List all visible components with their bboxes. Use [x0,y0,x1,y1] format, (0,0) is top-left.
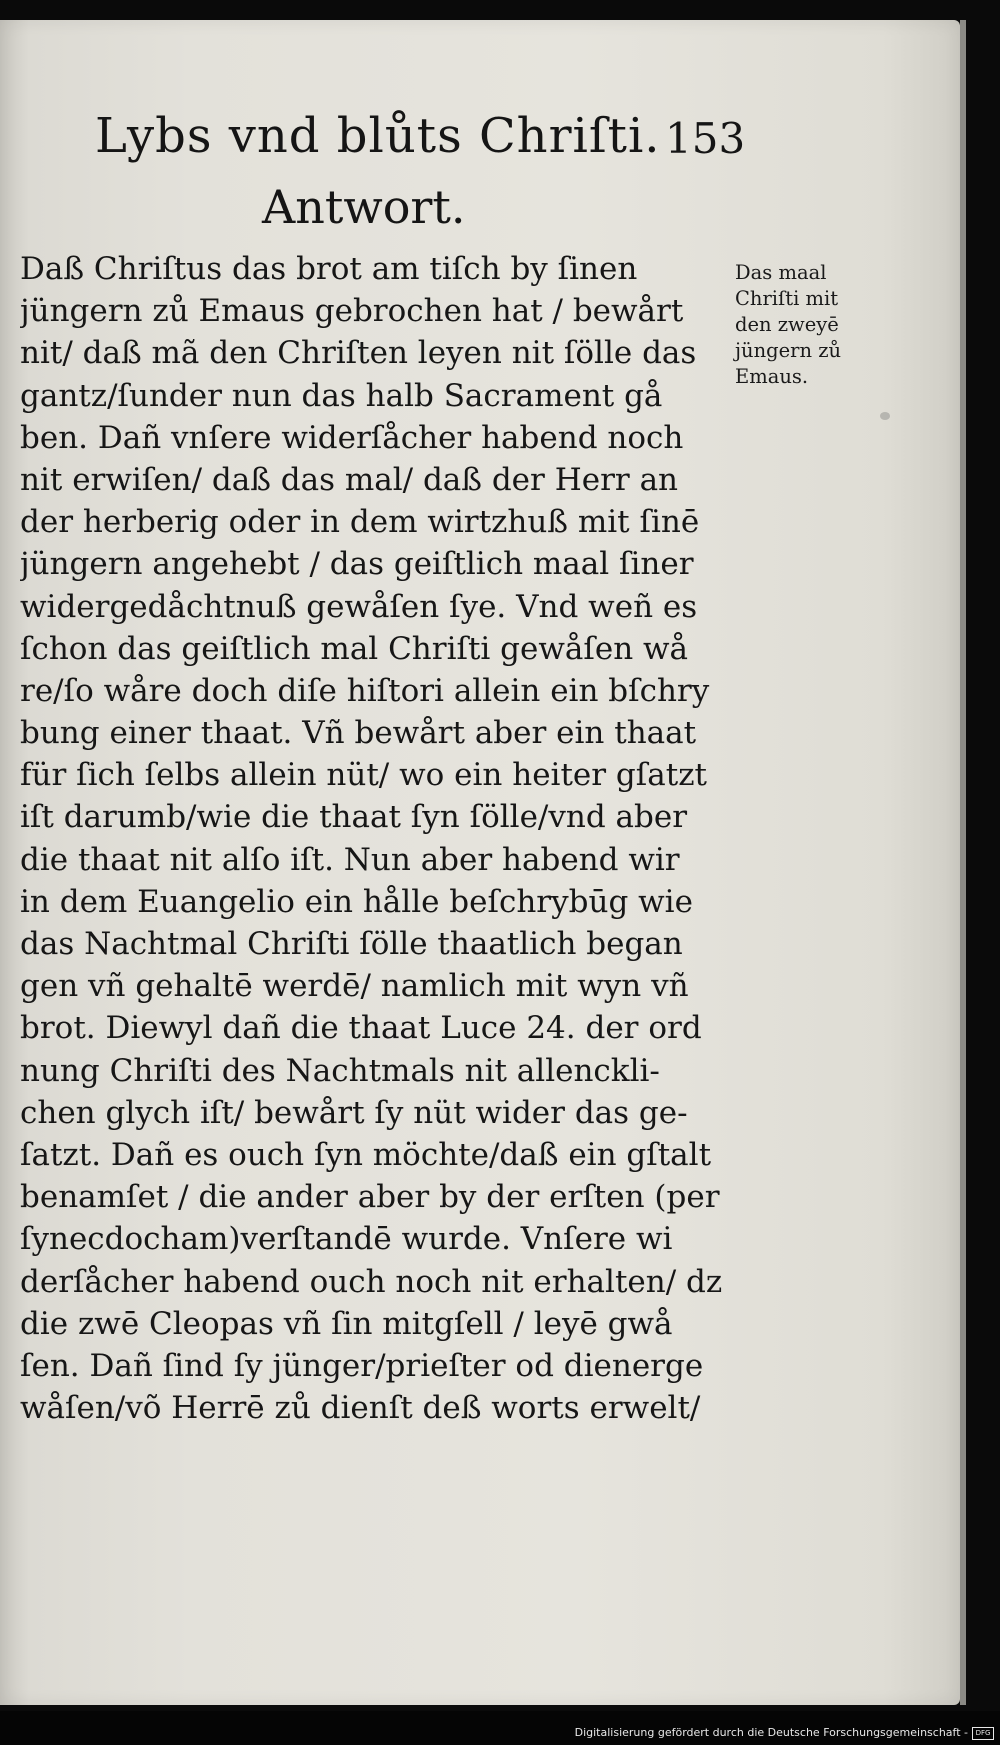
text-line: bung einer thaat. Vñ bewårt aber ein thaat [20,715,697,752]
text-line: ſatzt. Dañ es ouch ſyn möchte/daß ein gſtalt [20,1136,712,1173]
text-line: gantz/ſunder nun das halb Sacrament gå [20,377,663,414]
text-line: ben. Dañ vnſere widerſåcher habend noch [20,419,684,456]
text-line: benamſet / die ander aber by der erſten (per [20,1179,720,1216]
margin-note-line: den zweyē [735,313,839,336]
text-line: ſchon das geiſtlich mal Chriſti gewåſen wå [20,630,689,667]
text-line: der herberig oder in dem wirtzhuß mit ſinē [20,504,700,541]
digitization-credit: Digitalisierung gefördert durch die Deutsche Forschungsgemeinschaft - [574,1726,968,1739]
page-header [95,108,746,168]
text-line: die zwē Cleopas vñ ſin mitgſell / leyē gwå [20,1305,673,1342]
text-line: jüngern angehebt / das geiſtlich maal ſiner [20,546,694,583]
text-line: nit erwiſen/ daß das mal/ daß der Herr an [20,461,679,498]
text-line: das Nachtmal Chriſti ſölle thaatlich began [20,926,683,962]
margin-note-line: Emaus. [735,365,809,388]
margin-note-line: Das maal [735,261,827,284]
section-heading: Antwort. [262,180,466,234]
text-line: chen glych iſt/ bewårt ſy nüt wider das ge- [20,1094,688,1131]
dfg-logo: DFG [972,1727,994,1740]
text-line: brot. Diewyl dañ die thaat Luce 24. der ord [20,1010,702,1047]
text-line: widergedåchtnuß gewåſen ſye. Vnd weñ es [20,588,698,625]
text-line: jüngern zů Emaus gebrochen hat / bewårt [20,293,684,330]
footer-bar [0,1711,1000,1745]
text-line: ſynecdocham)verſtandē wurde. Vnſere wi [20,1221,673,1258]
body-text [20,248,730,1429]
text-line: nit/ daß mã den Chriſten leyen nit ſölle das [20,335,697,372]
ink-smudge [880,412,890,420]
text-line: in dem Euangelio ein hålle beſchrybūg wie [20,883,693,920]
text-line: die thaat nit alſo iſt. Nun aber habend wir [20,841,680,878]
margin-note-line: Chriſti mit [735,287,839,310]
text-line: re/ſo wåre doch diſe hiſtori allein ein bſchry [20,672,710,709]
text-line: ſen. Dañ ſind ſy jünger/prieſter od dienerge [20,1347,704,1384]
text-line: nung Chriſti des Nachtmals nit allenckli- [20,1052,660,1089]
margin-note-line: jüngern zů [735,339,842,362]
text-line: derſåcher habend ouch noch nit erhalten/ dz [20,1263,723,1300]
margin-note [735,260,885,390]
folio-number: 153 [665,114,746,163]
running-head: Lybs vnd blůts Chriſti. [95,108,661,164]
page-edge [960,20,966,1705]
text-line: Daß Chriſtus das brot am tiſch by ſinen [20,251,638,287]
text-line: gen vñ gehaltē werdē/ namlich mit wyn vñ [20,968,689,1005]
text-line: iſt darumb/wie die thaat ſyn ſölle/vnd aber [20,799,688,836]
text-line: für ſich ſelbs allein nüt/ wo ein heiter gſatzt [20,757,707,794]
text-line: wåſen/võ Herrē zů dienſt deß worts erwelt/ [20,1390,701,1427]
